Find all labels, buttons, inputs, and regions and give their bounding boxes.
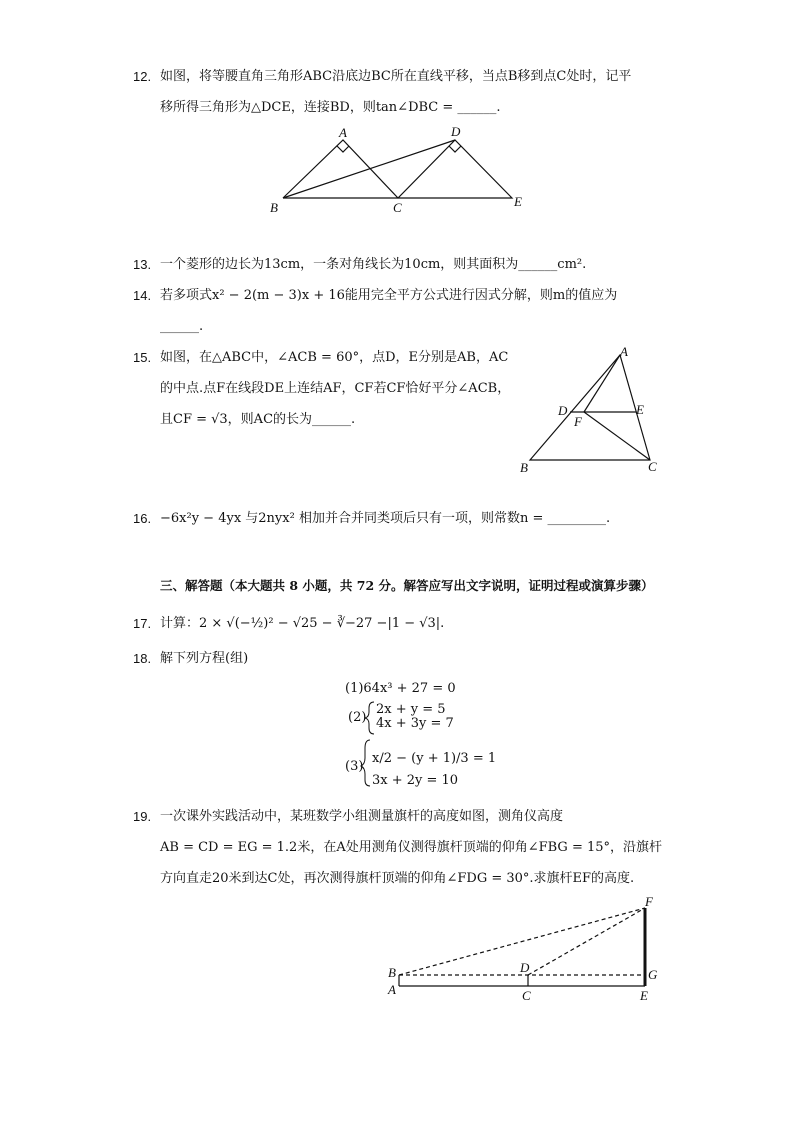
q13-number: 13. xyxy=(133,257,152,272)
q16-text: −6x²y − 4yx 与2nyx² 相加并合并同类项后只有一项，则常数n = _________. xyxy=(160,511,611,526)
q19-label-g: G xyxy=(648,967,658,982)
q15-text-line2: 的中点.点F在线段DE上连结AF，CF若CF恰好平分∠ACB， xyxy=(160,381,511,396)
q19-label-b: B xyxy=(388,965,396,980)
q18-eq3-b: 3x + 2y = 10 xyxy=(372,773,459,788)
q19-number: 19. xyxy=(133,809,152,824)
q18-eq3-a: x/2 − (y + 1)/3 = 1 xyxy=(372,751,497,766)
q18-title: 解下列方程(组) xyxy=(160,651,249,666)
q18-eq2-a: 2x + y = 5 xyxy=(376,702,446,717)
q18-eq2-label: (2) xyxy=(348,710,367,725)
q19-label-c: C xyxy=(522,988,531,1003)
q18-eq2-b: 4x + 3y = 7 xyxy=(376,716,454,731)
q18-eq1: (1)64x³ + 27 = 0 xyxy=(345,681,456,696)
q17-number: 17. xyxy=(133,616,152,631)
q15-label-a: A xyxy=(620,344,628,359)
q14-text-line1: 若多项式x² − 2(m − 3)x + 16能用完全平方公式进行因式分解，则m的值应为 xyxy=(160,288,618,303)
q15-text-line1: 如图，在△ABC中，∠ACB = 60°，点D，E分别是AB，AC xyxy=(160,350,509,365)
q15-label-b: B xyxy=(520,460,528,475)
q15-label-c: C xyxy=(648,459,657,474)
q19-text-line2: AB = CD = EG = 1.2米，在A处用测角仪测得旗杆顶端的仰角∠FBG = 15°，沿旗杆 xyxy=(160,840,663,855)
q12-label-b: B xyxy=(270,200,278,215)
q19-label-e: E xyxy=(640,988,648,1003)
q15-label-f: F xyxy=(574,414,582,429)
q12-label-a: A xyxy=(339,125,347,140)
q12-label-e: E xyxy=(514,194,522,209)
q15-label-e: E xyxy=(636,402,644,417)
q19-label-a: A xyxy=(388,982,396,997)
q18-number: 18. xyxy=(133,651,152,666)
q19-text-line3: 方向直走20米到达C处，再次测得旗杆顶端的仰角∠FDG = 30°.求旗杆EF的高度. xyxy=(160,871,635,886)
q12-number: 12. xyxy=(133,69,152,84)
q15-number: 15. xyxy=(133,350,152,365)
q18-eq3-label: (3) xyxy=(345,759,364,774)
q12-text-line2: 移所得三角形为△DCE，连接BD，则tan∠DBC = ______. xyxy=(160,100,501,115)
q15-label-d: D xyxy=(558,403,568,418)
q16-number: 16. xyxy=(133,511,152,526)
q17-text: 计算：2 × √(−½)² − √25 − ∛−27 −|1 − √3|. xyxy=(160,616,445,631)
q19-label-d: D xyxy=(520,960,530,975)
section3-title: 三、解答题（本大题共 8 小题，共 72 分。解答应写出文字说明，证明过程或演算步骤） xyxy=(160,578,654,593)
q12-label-c: C xyxy=(393,200,402,215)
q15-text-line3: 且CF = √3，则AC的长为______. xyxy=(160,412,356,427)
q12-text-line1: 如图，将等腰直角三角形ABC沿底边BC所在直线平移，当点B移到点C处时，记平 xyxy=(160,69,632,84)
q14-number: 14. xyxy=(133,288,152,303)
q12-label-d: D xyxy=(451,124,461,139)
q14-text-line2: ______. xyxy=(160,319,204,334)
q19-label-f: F xyxy=(645,894,653,909)
q13-text: 一个菱形的边长为13cm，一条对角线长为10cm，则其面积为______cm². xyxy=(160,257,587,272)
q19-text-line1: 一次课外实践活动中，某班数学小组测量旗杆的高度如图，测角仪高度 xyxy=(160,809,564,824)
